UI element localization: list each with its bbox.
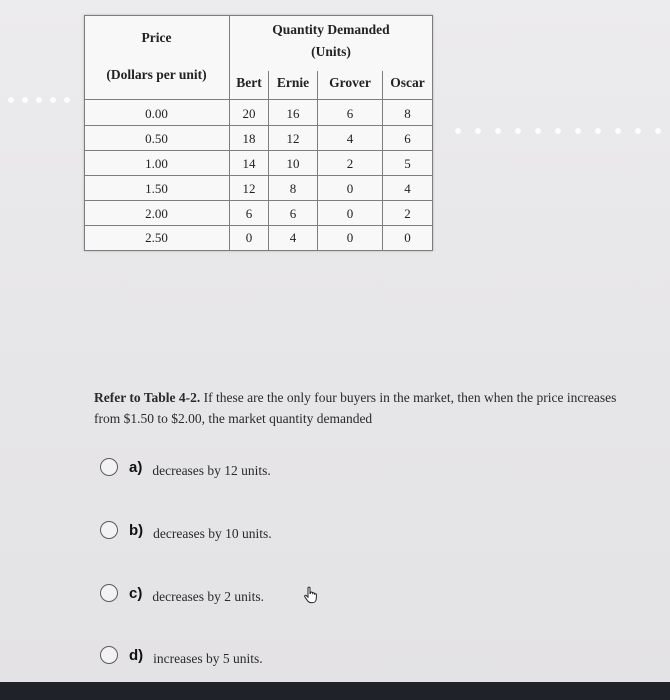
qty-cell: 14: [242, 156, 256, 171]
qty-cell: 6: [346, 106, 354, 121]
question-text: [94, 387, 634, 429]
qty-cell: 5: [404, 156, 411, 171]
radio-button-d[interactable]: [100, 646, 118, 664]
radio-button-a[interactable]: [100, 458, 118, 476]
qty-cell: 0: [404, 230, 411, 245]
qty-cell: 2: [346, 156, 354, 171]
option-letter: b): [129, 521, 144, 539]
hand-pointer-icon: [303, 586, 319, 604]
price-header: Price: [141, 30, 172, 45]
option-c[interactable]: [100, 584, 264, 602]
qty-cell: 6: [404, 131, 411, 146]
row-divider: [84, 200, 433, 201]
option-a[interactable]: [100, 458, 271, 476]
qty-cell: 8: [404, 106, 411, 121]
buyer-header-bert: Bert: [236, 75, 262, 90]
qty-cell: 4: [404, 181, 411, 196]
option-b[interactable]: [100, 521, 272, 539]
table-border-right: [432, 15, 433, 251]
buyer-header-oscar: Oscar: [390, 75, 425, 90]
price-cell: 1.00: [145, 156, 168, 171]
table-border-bottom: [84, 250, 433, 251]
question-reference: Refer to Table 4-2.: [94, 390, 201, 405]
qty-cell: 12: [242, 181, 256, 196]
option-text: decreases by 12 units.: [152, 463, 271, 478]
row-divider: [84, 175, 433, 176]
qty-cell: 6: [245, 206, 253, 221]
qty-cell: 0: [346, 206, 354, 221]
demand-table: [84, 15, 433, 251]
price-unit-header: (Dollars per unit): [106, 67, 207, 82]
buyer-header-ernie: Ernie: [276, 75, 310, 90]
qty-cell: 10: [286, 156, 300, 171]
radio-button-c[interactable]: [100, 584, 118, 602]
question-body: If these are the only four buyers in the market, then when the price increases from $1.50 to $2.00, the market quantity demanded: [94, 390, 617, 426]
qty-cell: 4: [289, 230, 297, 245]
row-divider: [84, 150, 433, 151]
quantity-unit-header: (Units): [311, 44, 351, 59]
qty-cell: 16: [286, 106, 300, 121]
header-divider: [84, 99, 433, 100]
option-letter: d): [129, 646, 144, 664]
price-cell: 2.00: [145, 206, 168, 221]
qty-cell: 8: [289, 181, 297, 196]
radio-button-b[interactable]: [100, 521, 118, 539]
option-text: increases by 5 units.: [153, 651, 263, 666]
qty-cell: 0: [346, 230, 354, 245]
row-divider: [84, 125, 433, 126]
qty-cell: 4: [346, 131, 354, 146]
qty-cell: 18: [242, 131, 256, 146]
price-cell: 1.50: [145, 181, 168, 196]
buyer-header-grover: Grover: [329, 75, 371, 90]
qty-cell: 20: [242, 106, 256, 121]
row-divider: [84, 225, 433, 226]
table-border-top: [84, 15, 433, 16]
quantity-header: Quantity Demanded: [272, 22, 390, 37]
qty-cell: 0: [346, 181, 354, 196]
option-text: decreases by 2 units.: [152, 589, 265, 604]
price-cell: 0.00: [145, 106, 168, 121]
qty-cell: 6: [289, 206, 297, 221]
qty-cell: 0: [245, 230, 253, 245]
option-text: decreases by 10 units.: [153, 526, 272, 541]
price-cell: 2.50: [145, 230, 168, 245]
qty-cell: 2: [404, 206, 411, 221]
option-d[interactable]: [100, 646, 263, 664]
qty-cell: 12: [286, 131, 300, 146]
option-letter: c): [129, 584, 143, 602]
price-cell: 0.50: [145, 131, 168, 146]
option-letter: a): [129, 458, 143, 476]
screen-bezel: [0, 682, 670, 700]
